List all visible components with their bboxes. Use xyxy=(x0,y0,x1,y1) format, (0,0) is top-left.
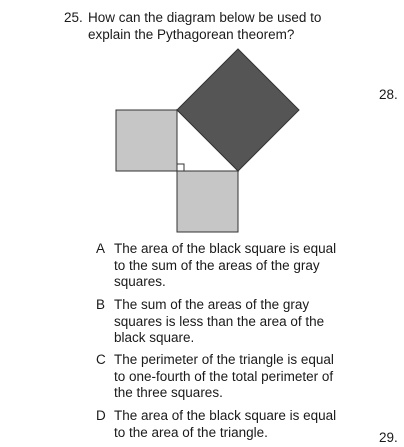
choice-a-text: The area of the black square is equal to the sum of the areas of the gray squares. xyxy=(114,241,337,289)
choice-a-letter: A xyxy=(96,241,106,256)
choice-b-letter: B xyxy=(96,297,106,312)
question-number: 25. xyxy=(64,10,83,25)
question-text: How can the diagram below be used to explain the Pythagorean theorem? xyxy=(88,10,322,42)
choice-d-letter: D xyxy=(96,408,106,423)
choice-c-letter: C xyxy=(96,352,106,367)
choice-c-text: The perimeter of the triangle is equal to one-fourth of the total perimeter of the three squares. xyxy=(114,352,334,400)
gray-square-left xyxy=(116,110,177,171)
gray-square-bottom xyxy=(177,171,238,232)
choice-b-text: The sum of the areas of the gray squares is less than the area of the black square. xyxy=(114,297,325,345)
side-question-number-28: 28. xyxy=(379,87,398,102)
choice-d-text: The area of the black square is equal to the area of the triangle. xyxy=(114,408,337,440)
side-question-number-29: 29. xyxy=(379,430,398,445)
